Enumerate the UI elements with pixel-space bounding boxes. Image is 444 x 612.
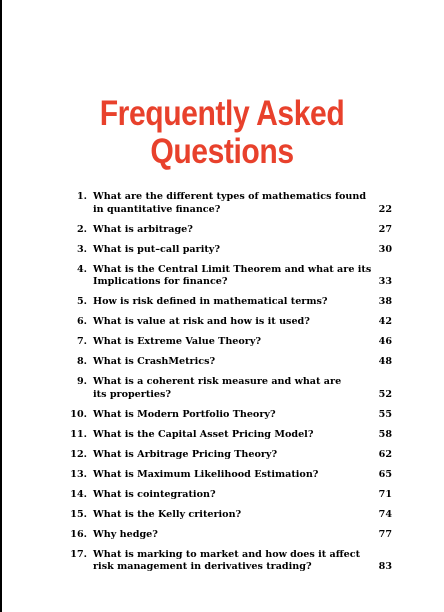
faq-entry[interactable] [70, 191, 392, 216]
faq-contents-list [70, 191, 392, 581]
faq-entry-question-line: in quantitative finance? [93, 203, 221, 215]
faq-entry-number: 17. [70, 548, 87, 560]
faq-entry-question-line: What is cointegration? [93, 488, 216, 500]
faq-entry-question [93, 429, 363, 442]
faq-entry-question-line: Implications for finance? [93, 276, 228, 287]
faq-entry-question [93, 409, 363, 422]
faq-entry-page-number: 52 [378, 388, 392, 400]
faq-entry[interactable] [70, 469, 392, 482]
faq-entry[interactable] [70, 224, 392, 237]
faq-entry-page-number: 38 [378, 296, 392, 307]
faq-entry-question [93, 296, 363, 309]
faq-entry-number: 9. [76, 376, 87, 387]
faq-entry-number: 15. [70, 508, 87, 520]
faq-entry-page-number: 46 [378, 336, 392, 347]
faq-entry[interactable] [70, 376, 392, 401]
faq-entry-number: 13. [70, 468, 87, 480]
faq-entry-page-number: 27 [378, 223, 392, 235]
faq-entry-page-number: 77 [378, 528, 392, 540]
faq-entry[interactable] [70, 489, 392, 502]
faq-entry-page-number: 74 [378, 508, 392, 520]
faq-entry[interactable] [70, 244, 392, 257]
faq-entry-page-number: 33 [378, 276, 392, 287]
page-title-line-1: Frequently Asked [99, 94, 345, 133]
page-edge-line [0, 0, 2, 612]
faq-entry-question-line: What is Arbitrage Pricing Theory? [93, 448, 278, 460]
faq-entry-number: 4. [76, 263, 87, 275]
faq-entry[interactable] [70, 429, 392, 442]
faq-entry-question [93, 263, 372, 289]
faq-entry-number: 5. [76, 296, 87, 307]
faq-entry-question [93, 549, 363, 574]
faq-entry[interactable] [70, 264, 392, 289]
faq-entry-question [93, 224, 363, 237]
faq-entry-question [93, 376, 363, 401]
faq-entry[interactable] [70, 529, 392, 542]
faq-entry-page-number: 42 [378, 316, 392, 327]
faq-entry-question-line: What is put–call parity? [93, 243, 220, 255]
faq-entry-question-line: its properties? [93, 388, 172, 400]
faq-entry-number: 7. [76, 336, 87, 347]
faq-entry-question-line: How is risk defined in mathematical terms? [93, 296, 328, 307]
faq-entry-question [93, 489, 363, 502]
faq-entry-question [93, 336, 363, 349]
faq-entry[interactable] [70, 356, 392, 369]
faq-entry-number: 14. [70, 488, 87, 500]
faq-entry-page-number: 30 [378, 243, 392, 255]
faq-entry[interactable] [70, 409, 392, 422]
faq-entry-page-number: 71 [378, 488, 392, 500]
faq-entry-question [93, 191, 367, 216]
faq-entry-question [93, 469, 363, 482]
faq-entry-number: 10. [70, 408, 87, 420]
faq-entry-number: 8. [76, 356, 87, 367]
faq-entry-question [93, 356, 363, 369]
faq-entry-question [93, 529, 363, 542]
faq-entry-question [93, 316, 363, 329]
faq-entry-question-line: What is Modern Portfolio Theory? [93, 408, 276, 420]
faq-entry-page-number: 58 [378, 428, 392, 440]
faq-entry-question-line: What are the different types of mathematics found [93, 191, 367, 202]
faq-entry-number: 3. [76, 243, 87, 255]
faq-entry-question [93, 449, 363, 462]
faq-entry-number: 11. [70, 428, 87, 440]
faq-entry-question-line: What is the Capital Asset Pricing Model? [93, 428, 314, 440]
faq-entry[interactable] [70, 296, 392, 309]
faq-entry[interactable] [70, 316, 392, 329]
faq-entry-number: 1. [76, 191, 87, 202]
faq-entry[interactable] [70, 449, 392, 462]
faq-entry-page-number: 83 [378, 561, 392, 572]
faq-entry-question-line: What is the Central Limit Theorem and what are its [93, 263, 372, 275]
faq-entry-question-line: What is Maximum Likelihood Estimation? [93, 468, 319, 480]
faq-entry-question-line: Why hedge? [93, 528, 158, 540]
faq-entry-number: 16. [70, 528, 87, 540]
faq-entry-question-line: What is value at risk and how is it used? [93, 316, 310, 327]
faq-entry-question-line: What is CrashMetrics? [93, 356, 216, 367]
faq-entry-number: 12. [70, 448, 87, 460]
faq-entry-question-line: What is a coherent risk measure and what are [93, 376, 342, 387]
faq-entry-question-line: What is Extreme Value Theory? [93, 336, 262, 347]
faq-entry[interactable] [70, 336, 392, 349]
faq-entry-page-number: 22 [378, 203, 392, 215]
faq-entry-question-line: What is the Kelly criterion? [93, 508, 242, 520]
faq-entry-page-number: 48 [378, 356, 392, 367]
faq-entry-question [93, 244, 363, 257]
faq-entry-question-line: What is arbitrage? [93, 223, 193, 235]
faq-entry[interactable] [70, 509, 392, 522]
faq-entry-number: 6. [76, 316, 87, 327]
faq-entry-page-number: 55 [378, 408, 392, 420]
faq-entry-page-number: 65 [378, 468, 392, 480]
faq-entry[interactable] [70, 549, 392, 574]
faq-entry-number: 2. [76, 223, 87, 235]
faq-entry-page-number: 62 [378, 448, 392, 460]
faq-entry-question-line: risk management in derivatives trading? [93, 561, 312, 572]
page-title-line-2: Questions [150, 132, 294, 171]
faq-entry-question [93, 509, 363, 522]
faq-entry-question-line: What is marking to market and how does it affect [93, 548, 361, 560]
